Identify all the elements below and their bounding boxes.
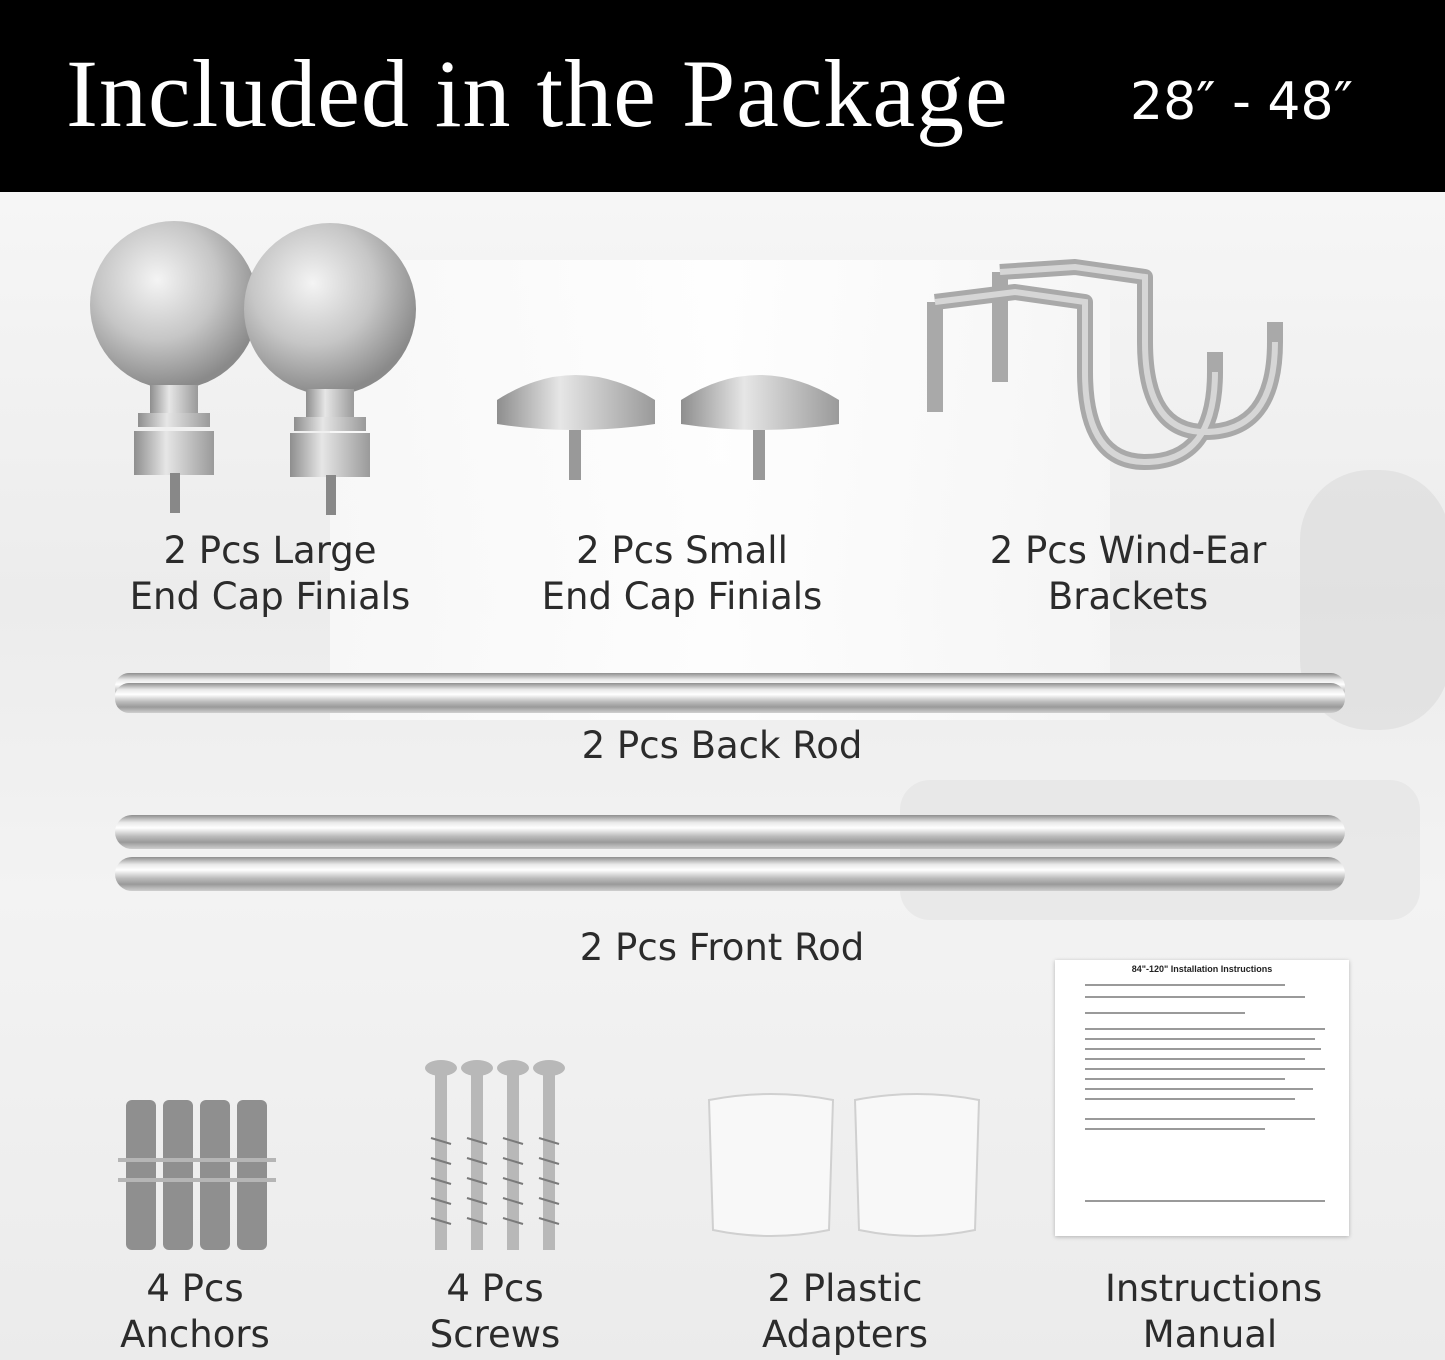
text-line: [1085, 984, 1285, 986]
text-line: [1085, 1088, 1313, 1090]
small-finial-image: [495, 360, 845, 490]
instructions-doc-title: 84"-120" Installation Instructions: [1131, 964, 1273, 974]
text-line: [1085, 1058, 1305, 1060]
text-line: [1085, 1098, 1295, 1100]
page-title: Included in the Package: [66, 40, 1009, 147]
text-line: [1085, 996, 1305, 998]
text-line: [1085, 1038, 1315, 1040]
text-line: [1085, 1200, 1325, 1202]
adapters-label: 2 Plastic Adapters: [761, 1267, 929, 1356]
brackets-label: 2 Pcs Wind-Ear Brackets: [989, 529, 1267, 618]
small-finials-label: 2 Pcs Small End Cap Finials: [541, 529, 823, 618]
text-line: [1085, 1078, 1285, 1080]
large-finials-label: 2 Pcs Large End Cap Finials: [129, 529, 411, 618]
text-line: [1085, 1128, 1265, 1130]
screws-label: 4 Pcs Screws: [429, 1267, 561, 1356]
text-line: [1085, 1012, 1245, 1014]
back-rod-2: [115, 683, 1345, 713]
back-rod-label: 2 Pcs Back Rod: [581, 724, 863, 767]
front-rod-2: [115, 857, 1345, 891]
text-line: [1085, 1068, 1325, 1070]
manual-label: Instructions Manual: [1105, 1267, 1323, 1356]
front-rod-label: 2 Pcs Front Rod: [579, 926, 865, 969]
anchors-label: 4 Pcs Anchors: [120, 1267, 270, 1356]
size-range: 28″ - 48″: [1130, 72, 1354, 132]
large-finial-image: [90, 215, 440, 515]
header-banner: [0, 0, 1445, 192]
bracket-image: [925, 262, 1355, 492]
text-line: [1085, 1048, 1321, 1050]
text-line: [1085, 1118, 1315, 1120]
anchors-image: [118, 1100, 278, 1250]
front-rod-1: [115, 815, 1345, 849]
instructions-document: [1055, 960, 1349, 1236]
background-sofa: [900, 780, 1420, 920]
adapters-image: [705, 1092, 985, 1242]
screws-image: [425, 1058, 570, 1253]
text-line: [1085, 1028, 1325, 1030]
